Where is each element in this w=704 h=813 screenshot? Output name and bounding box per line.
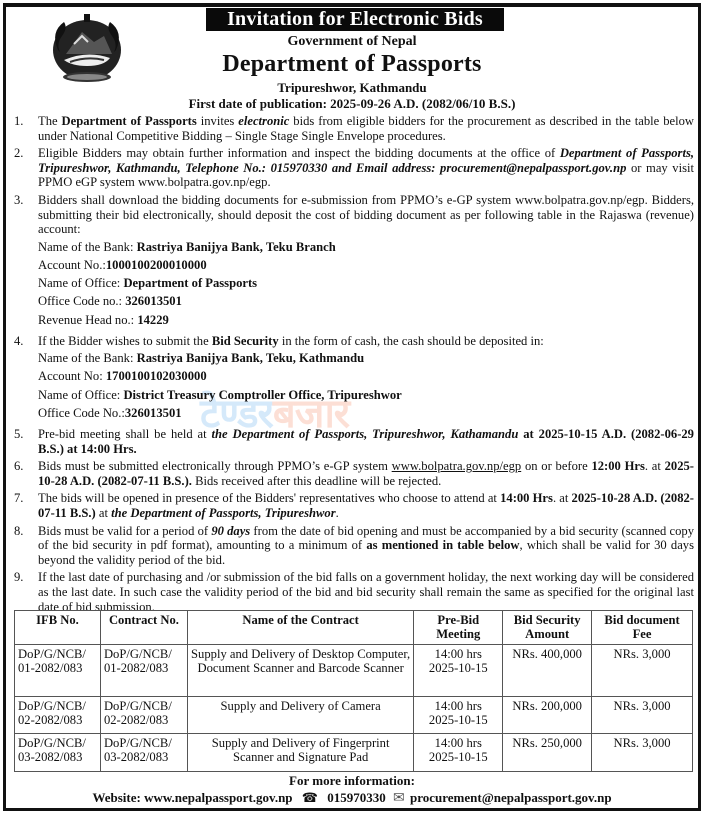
clause-list [14, 114, 694, 617]
detail-value: 1700100102030000 [105, 369, 207, 384]
prebid-date: 2025-10-15 [428, 713, 488, 728]
clause-number: 6. [14, 459, 24, 474]
cell-contract-name: Supply and Delivery of Desktop Computer, Document Scanner and Barcode Scanner [187, 644, 413, 696]
clause-item [14, 459, 694, 488]
footer-title: For more information: [289, 773, 415, 788]
clause-text [38, 459, 694, 488]
clause-segment: at 2025-10-15 A.D. (2082-06-29 B.S.) at 14:00 Hrs. [38, 427, 694, 456]
clause-number: 4. [14, 333, 24, 348]
detail-value: Department of Passports [123, 276, 258, 291]
clause-text [38, 524, 694, 568]
clause-number: 5. [14, 427, 24, 442]
department-name: Department of Passports [222, 51, 482, 77]
detail-label: Account No.: [38, 257, 106, 272]
clause-item [14, 491, 694, 520]
account-detail [38, 313, 694, 328]
clause-segment: Bid Security [211, 333, 279, 348]
header-document-fee: Bid document Fee [592, 611, 693, 645]
clause-segment: in the form of cash, the cash should be deposited in: [278, 333, 544, 348]
header-ifb-no: IFB No. [15, 611, 101, 645]
detail-label: Name of Office: [38, 387, 124, 402]
account-detail [38, 351, 694, 366]
table-header-row [15, 611, 693, 645]
detail-label: Revenue Head no.: [38, 312, 138, 327]
cell-prebid [414, 696, 503, 733]
clause-segment: , which shall be valid for 30 days beyond the validity period of the bid. [38, 538, 694, 567]
prebid-date: 2025-10-15 [428, 750, 488, 765]
cell-document-fee: NRs. 3,000 [592, 733, 693, 771]
clause-item [14, 114, 694, 143]
clause-text [38, 114, 694, 143]
clause-item [14, 570, 694, 614]
table-row [15, 644, 693, 696]
footer-website[interactable]: Website: www.nepalpassport.gov.np [92, 790, 293, 805]
clause-segment: invites [196, 114, 239, 128]
clause-item [14, 146, 694, 190]
clause-segment: Department of Passports, Tripureshwor, Kathmandu, Telephone No.: 015970330 and Email address: procurement@nepalpassport.gov.np [38, 146, 694, 175]
department-address: Tripureshwor, Kathmandu [277, 80, 427, 95]
clause-segment: bids from eligible bidders for the procurement as described in the table below under National Competitive Bidding – Single Stage Single Envelope procedures. [38, 114, 694, 143]
table-row [15, 733, 693, 771]
clause-segment: 14:00 Hrs [500, 491, 553, 506]
clause-segment: Bidders shall download the bidding documents for e-submission from PPMO’s e-GP system www.bolpatra.gov.np/egp. Bidders, submitting their bid electronically, should deposit the cost of bidding document as per following table in the Rajaswa (revenue) account: [38, 192, 694, 237]
detail-value: 1000100200010000 [105, 257, 207, 272]
clause-segment: The bids will be opened in presence of the Bidders' representatives who choose to attend at [38, 491, 501, 506]
clause-segment: 2025-10-28 A.D. (2082-07-11 B.S.) [38, 491, 694, 520]
header-contract-no: Contract No. [100, 611, 187, 645]
clause-segment: 2025-10-28 A.D. (2082-07-11 B.S.). [38, 459, 694, 488]
cell-bid-security: NRs. 200,000 [503, 696, 592, 733]
clause-segment: 90 days [211, 523, 251, 538]
clause-text [38, 570, 694, 614]
clause-segment: Bids received after this deadline will be rejected. [191, 473, 442, 488]
clause-segment: If the Bidder wishes to submit the [38, 333, 212, 348]
clause-segment: electronic [238, 114, 290, 128]
footer-contact [0, 790, 704, 807]
clause-text [38, 427, 694, 456]
clause-item [14, 427, 694, 456]
clause-segment: or may visit PPMO eGP system www.bolpatra.gov.np/egp. [38, 160, 694, 190]
clause-segment: on or before [521, 459, 592, 474]
detail-value: 326013501 [125, 294, 182, 309]
cell-contract-name: Supply and Delivery of Fingerprint Scanner and Signature Pad [187, 733, 413, 771]
cell-contract-no: DoP/G/NCB/ 02-2082/083 [100, 696, 187, 733]
clause-segment: Eligible Bidders may obtain further information and inspect the bidding documents at the office of [38, 146, 560, 161]
account-detail [38, 406, 694, 421]
detail-value: 326013501 [124, 405, 182, 420]
footer-phone: 015970330 [327, 790, 386, 805]
cell-ifb-no: DoP/G/NCB/ 01-2082/083 [15, 644, 101, 696]
clause-segment: as mentioned in table below [366, 538, 520, 553]
clause-segment: from the date of bid opening and must be accompanied by a bid security (scanned copy of the bid security in pdf format), amounting to a minimum of [38, 523, 695, 553]
clause-segment: the Department of Passports, Tripureshwor, Kathamandu [211, 427, 519, 442]
cell-bid-security: NRs. 400,000 [503, 644, 592, 696]
table-row [15, 696, 693, 733]
clause-segment: Bids must be submitted electronically through PPMO’s e-GP system [38, 459, 392, 474]
account-detail [38, 294, 694, 309]
account-detail [38, 240, 694, 255]
bid-table [14, 610, 693, 772]
phone-icon: ☎ [301, 790, 318, 805]
account-detail [38, 258, 694, 273]
clause-number: 9. [14, 570, 24, 585]
prebid-time: 14:00 hrs [434, 698, 482, 713]
clause-segment: The [38, 114, 62, 128]
cell-document-fee: NRs. 3,000 [592, 644, 693, 696]
header-prebid-meeting: Pre-Bid Meeting [414, 611, 503, 645]
clause-item [14, 193, 694, 331]
detail-label: Name of Office: [38, 276, 124, 291]
cell-prebid [414, 644, 503, 696]
prebid-date: 2025-10-15 [428, 661, 488, 676]
clause-text [38, 146, 694, 190]
detail-value: 14229 [137, 312, 169, 327]
detail-value: Rastriya Banijya Bank, Teku Branch [136, 239, 336, 254]
clause-number: 3. [14, 192, 24, 207]
mail-icon: ✉ [392, 791, 405, 806]
account-detail [38, 276, 694, 291]
detail-value: District Treasury Comptroller Office, Tripureshwor [123, 387, 402, 402]
clause-text [38, 193, 694, 331]
clause-segment: Department of Passports [61, 114, 197, 128]
clause-segment: Pre-bid meeting shall be held at [38, 427, 212, 442]
government-name: Government of Nepal [287, 34, 417, 49]
clause-item [14, 524, 694, 568]
clause-segment[interactable]: www.bolpatra.gov.np/egp [391, 459, 522, 474]
clause-segment: If the last date of purchasing and /or submission of the bid falls on a government holiday, the next working day will be considered as the last date. In such case the validity period of the bid and bid security shall remain the same as specified for the original last date of bid submission. [38, 570, 694, 614]
clause-item [14, 334, 694, 424]
cell-prebid [414, 733, 503, 771]
header-bid-security: Bid Security Amount [503, 611, 592, 645]
detail-label: Account No: [38, 369, 106, 384]
clause-segment: Bids must be valid for a period of [38, 523, 212, 538]
detail-label: Office Code no.: [38, 294, 126, 309]
clause-segment: at [95, 506, 112, 520]
header-contract-name: Name of the Contract [187, 611, 413, 645]
detail-label: Name of the Bank: [38, 351, 137, 366]
cell-bid-security: NRs. 250,000 [503, 733, 592, 771]
account-detail [38, 369, 694, 384]
footer-email[interactable]: procurement@nepalpassport.gov.np [409, 790, 612, 805]
publication-date: First date of publication: 2025-09-26 A.D. (2082/06/10 B.S.) [188, 96, 516, 111]
detail-value: Rastriya Banijya Bank, Teku, Kathmandu [136, 351, 365, 366]
cell-contract-name: Supply and Delivery of Camera [187, 696, 413, 733]
clause-number: 1. [14, 114, 24, 128]
detail-label: Office Code No.: [38, 405, 125, 420]
prebid-time: 14:00 hrs [434, 646, 482, 661]
clause-segment: the Department of Passports, Tripureshwor [111, 506, 336, 520]
clause-segment: 12:00 Hrs [591, 459, 645, 474]
clause-text [38, 334, 694, 424]
clause-text [38, 491, 694, 520]
cell-ifb-no: DoP/G/NCB/ 03-2082/083 [15, 733, 101, 771]
cell-contract-no: DoP/G/NCB/ 01-2082/083 [100, 644, 187, 696]
account-detail [38, 388, 694, 403]
watermark-part-1: टेण्डर [200, 391, 273, 437]
cell-ifb-no: DoP/G/NCB/ 02-2082/083 [15, 696, 101, 733]
clause-segment: . at [552, 491, 572, 506]
cell-contract-no: DoP/G/NCB/ 03-2082/083 [100, 733, 187, 771]
clause-segment: . at [644, 459, 665, 474]
cell-document-fee: NRs. 3,000 [592, 696, 693, 733]
clause-number: 8. [14, 523, 24, 538]
clause-number: 7. [14, 491, 24, 506]
detail-label: Name of the Bank: [38, 239, 137, 254]
clause-number: 2. [14, 146, 24, 161]
notice-title: Invitation for Electronic Bids [206, 8, 504, 31]
watermark-part-2: बजार [272, 391, 350, 437]
clause-segment: . [335, 506, 339, 520]
prebid-time: 14:00 hrs [434, 735, 482, 750]
